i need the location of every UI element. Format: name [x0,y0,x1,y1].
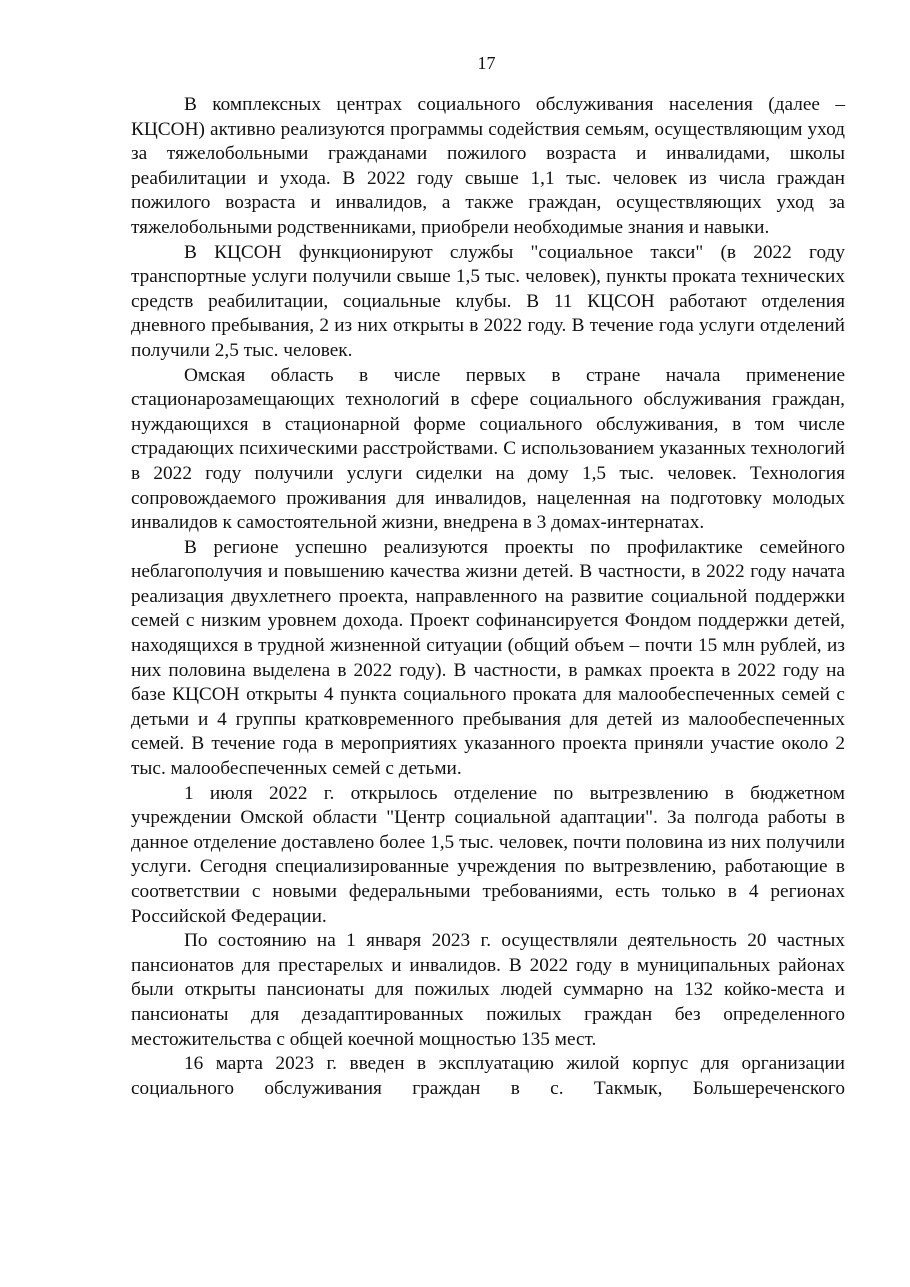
paragraph-family-projects: В регионе успешно реализуются проекты по профилактике семейного неблагополучия и повышению качества жизни детей. В частности, в 2022 году начата реализация двухлетнего проекта, направленного на развитие социальной поддержки семей с низким уровнем дохода. Проект софинансируется Фондом поддержки детей, находящихся в трудной жизненной ситуации (общий объем – почти 15 млн рублей, из них половина выделена в 2022 году). В частности, в рамках проекта в 2022 году на базе КЦСОН открыты 4 пункта социального проката для малообеспеченных семей с детьми и 4 группы кратковременного пребывания для детей из малообеспеченных семей. В течение года в мероприятиях указанного проекта приняли участие около 2 тыс. малообеспеченных семей с детьми. [131,536,845,780]
paragraph-social-taxi: В КЦСОН функционируют службы "социальное такси" (в 2022 году транспортные услуги получили свыше 1,5 тыс. человек), пункты проката технических средств реабилитации, социальные клубы. В 11 КЦСОН работают отделения дневного пребывания, 2 из них открыты в 2022 году. В течение года услуги отделений получили 2,5 тыс. человек. [131,241,845,361]
paragraph-residential-building: 16 марта 2023 г. введен в эксплуатацию жилой корпус для организации социального обслуживания граждан в с. Такмык, Большереченского [131,1053,845,1099]
document-body [131,93,845,1101]
paragraph-kcson-programs: В комплексных центрах социального обслуживания населения (далее – КЦСОН) активно реализуются программы содействия семьям, осуществляющим уход за тяжелобольными гражданами пожилого возраста и инвалидами, школы реабилитации и ухода. В 2022 году свыше 1,1 тыс. человек из числа граждан пожилого возраста и инвалидов, а также граждан, осуществляющих уход за тяжелобольными родственниками, приобрели необходимые знания и навыки. [131,94,845,238]
paragraph-private-boarding-houses: По состоянию на 1 января 2023 г. осуществляли деятельность 20 частных пансионатов для престарелых и инвалидов. В 2022 году в муниципальных районах были открыты пансионаты для пожилых людей суммарно на 132 койко-места и пансионаты для дезадаптированных пожилых граждан без определенного местожительства с общей коечной мощностью 135 мест. [131,930,845,1050]
paragraph-sobering-center: 1 июля 2022 г. открылось отделение по вытрезвлению в бюджетном учреждении Омской области "Центр социальной адаптации". За полгода работы в данное отделение доставлено более 1,5 тыс. человек, почти половина из них получили услуги. Сегодня специализированные учреждения по вытрезвлению, работающие в соответствии с новыми федеральными требованиями, есть только в 4 регионах Российской Федерации. [131,782,845,927]
paragraph-home-care-technologies: Омская область в числе первых в стране начала применение стационарозамещающих технологий в сфере социального обслуживания граждан, нуждающихся в стационарной форме социального обслуживания, в том числе страдающих психическими расстройствами. С использованием указанных технологий в 2022 году получили услуги сиделки на дому 1,5 тыс. человек. Технология сопровождаемого проживания для инвалидов, нацеленная на подготовку молодых инвалидов к самостоятельной жизни, внедрена в 3 домах-интернатах. [131,364,845,534]
page-number: 17 [477,53,496,73]
